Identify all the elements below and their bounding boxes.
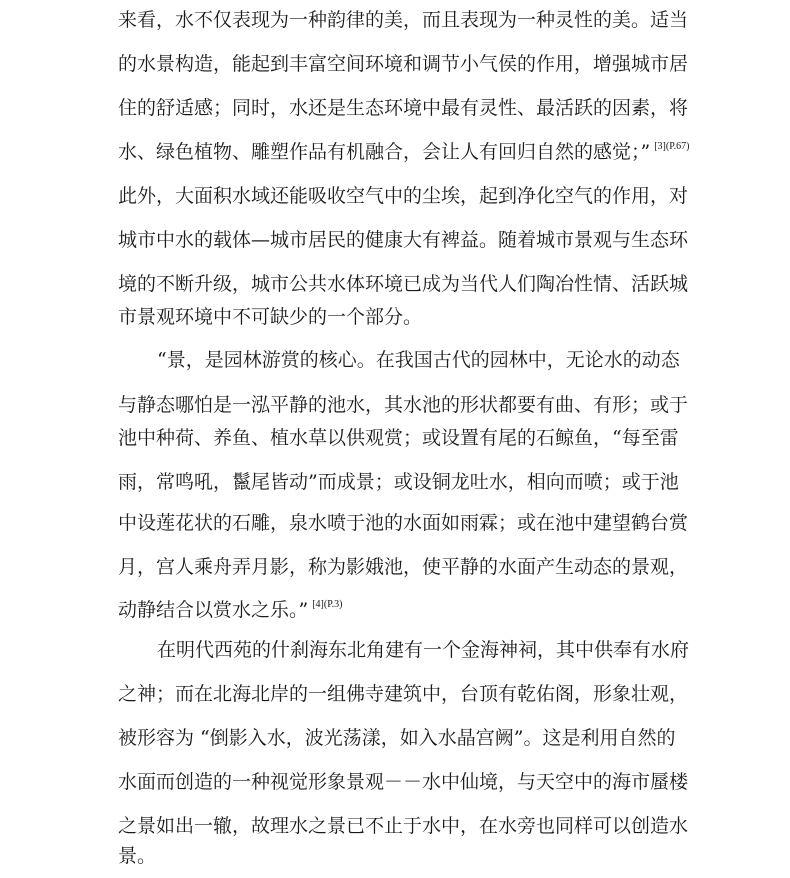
text-line: 水、绿色植物、雕塑作品有机融合，会让人有回归自然的感觉；” $^{[3](P.67)}$ [118, 141, 690, 163]
text-line: 景。 [118, 845, 157, 867]
text-line: 池中种荷、养鱼、植水草以供观赏；或设置有尾的石鲸鱼，“每至雷 [118, 427, 679, 449]
citation-superscript: [3](P.67) [654, 141, 690, 152]
text-line: 此外，大面积水域还能吸收空气中的尘埃，起到净化空气的作用，对 [118, 185, 689, 207]
citation-superscript: [4](P.3) [312, 599, 343, 610]
text-line: 雨，常鸣吼，鬣尾皆动”而成景；或设铜龙吐水，相向而喷；或于池 [118, 471, 679, 493]
text-line: 动静结合以赏水之乐。” $^{[4](P.3)}$ [118, 599, 343, 621]
text-line: 在明代西苑的什刹海东北角建有一个金海神祠，其中供奉有水府 [157, 639, 690, 661]
text-line: 住的舒适感；同时，水还是生态环境中最有灵性、最活跃的因素，将 [118, 97, 689, 119]
text-line: 被形容为 “倒影入水，波光荡漾，如入水晶宫阙”。这是利用自然的 [118, 727, 676, 749]
text-line: 月，宫人乘舟弄月影，称为影娥池，使平静的水面产生动态的景观， [118, 556, 689, 578]
text-line: 之神；而在北海北岸的一组佛寺建筑中，台顶有乾佑阁，形象壮观， [118, 683, 689, 705]
text-line: 来看，水不仅表现为一种韵律的美，而且表现为一种灵性的美。适当 [118, 9, 689, 31]
text-line: 水面而创造的一种视觉形象景观－－水中仙境，与天空中的海市蜃楼 [118, 771, 689, 793]
text-line: 中设莲花状的石雕，泉水喷于池的水面如雨霖；或在池中建望鹤台赏 [118, 512, 689, 534]
text-line: 的水景构造，能起到丰富空间环境和调节小气侯的作用，增强城市居 [118, 53, 689, 75]
text-line: 境的不断升级，城市公共水体环境已成为当代人们陶冶性情、活跃城 [118, 273, 689, 295]
text-line: 与静态哪怕是一泓平静的池水，其水池的形状都要有曲、有形；或于 [118, 394, 689, 416]
text-line: 城市中水的载体—城市居民的健康大有裨益。随着城市景观与生态环 [118, 229, 689, 251]
text-line: 市景观环境中不可缺少的一个部分。 [118, 306, 423, 328]
text-line: “景，是园林游赏的核心。在我国古代的园林中，无论水的动态 [157, 349, 680, 371]
text-line: 之景如出一辙，故理水之景已不止于水中，在水旁也同样可以创造水 [118, 815, 689, 837]
